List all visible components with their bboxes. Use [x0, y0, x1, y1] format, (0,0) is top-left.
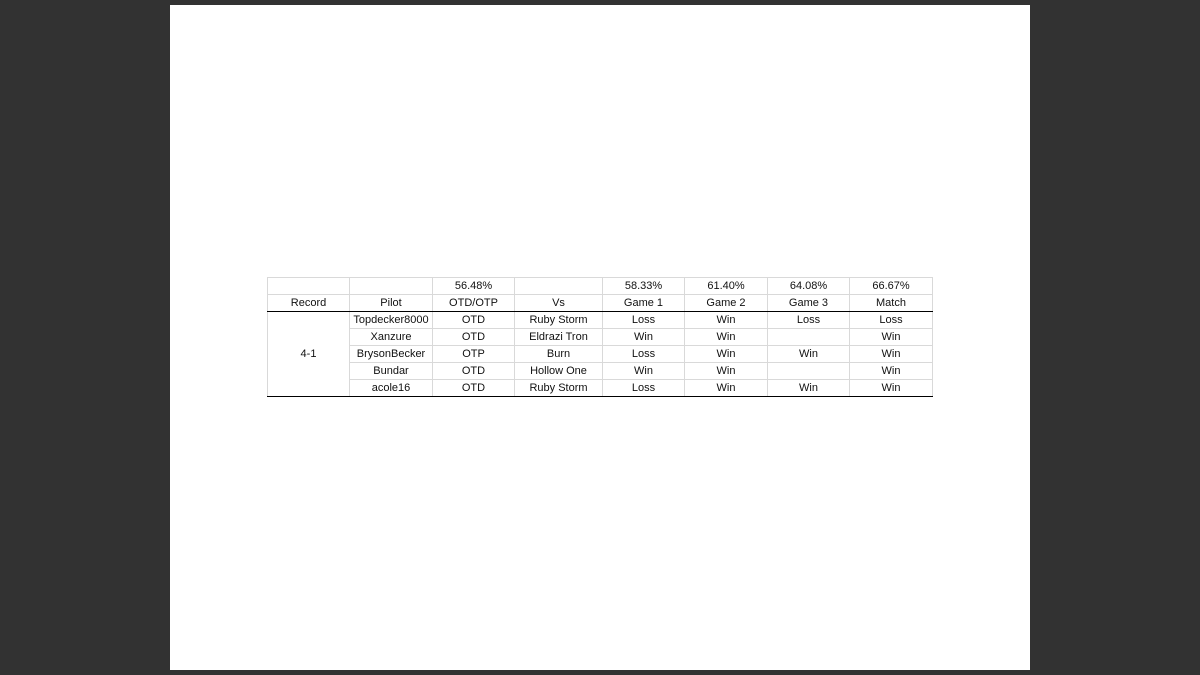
game1-cell: Loss: [603, 380, 685, 397]
game3-cell: Win: [768, 380, 850, 397]
game3-cell: [768, 363, 850, 380]
otd-otp-cell: OTD: [433, 312, 515, 329]
results-table: [267, 277, 933, 397]
percent-cell: [268, 278, 350, 295]
game2-cell: Win: [685, 329, 768, 346]
percent-cell-otd-otp: 56.48%: [433, 278, 515, 295]
game2-cell: Win: [685, 380, 768, 397]
pilot-cell: Bundar: [350, 363, 433, 380]
header-otd-otp: OTD/OTP: [433, 295, 515, 312]
percentage-row: [268, 278, 933, 295]
match-cell: Win: [850, 329, 933, 346]
header-pilot: Pilot: [350, 295, 433, 312]
header-match: Match: [850, 295, 933, 312]
table-row: [268, 346, 933, 363]
pilot-cell: acole16: [350, 380, 433, 397]
game1-cell: Loss: [603, 312, 685, 329]
percent-cell-game1: 58.33%: [603, 278, 685, 295]
record-value: 4-1: [268, 312, 350, 397]
header-record: Record: [268, 295, 350, 312]
game3-cell: Loss: [768, 312, 850, 329]
header-vs: Vs: [515, 295, 603, 312]
otd-otp-cell: OTD: [433, 363, 515, 380]
game2-cell: Win: [685, 312, 768, 329]
pilot-cell: BrysonBecker: [350, 346, 433, 363]
match-cell: Win: [850, 380, 933, 397]
match-cell: Loss: [850, 312, 933, 329]
game2-cell: Win: [685, 363, 768, 380]
pilot-cell: Xanzure: [350, 329, 433, 346]
game1-cell: Win: [603, 363, 685, 380]
game1-cell: Loss: [603, 346, 685, 363]
header-game1: Game 1: [603, 295, 685, 312]
table-row: [268, 380, 933, 397]
table-row: [268, 363, 933, 380]
header-game3: Game 3: [768, 295, 850, 312]
table-row: [268, 312, 933, 329]
percent-cell-game3: 64.08%: [768, 278, 850, 295]
header-row: [268, 295, 933, 312]
vs-cell: Ruby Storm: [515, 380, 603, 397]
pilot-cell: Topdecker8000: [350, 312, 433, 329]
table-row: [268, 329, 933, 346]
vs-cell: Burn: [515, 346, 603, 363]
game3-cell: [768, 329, 850, 346]
match-cell: Win: [850, 363, 933, 380]
match-cell: Win: [850, 346, 933, 363]
otd-otp-cell: OTD: [433, 380, 515, 397]
header-game2: Game 2: [685, 295, 768, 312]
game1-cell: Win: [603, 329, 685, 346]
game2-cell: Win: [685, 346, 768, 363]
percent-cell: [515, 278, 603, 295]
vs-cell: Eldrazi Tron: [515, 329, 603, 346]
vs-cell: Ruby Storm: [515, 312, 603, 329]
otd-otp-cell: OTP: [433, 346, 515, 363]
otd-otp-cell: OTD: [433, 329, 515, 346]
vs-cell: Hollow One: [515, 363, 603, 380]
percent-cell-match: 66.67%: [850, 278, 933, 295]
document-page: [170, 5, 1030, 670]
game3-cell: Win: [768, 346, 850, 363]
percent-cell: [350, 278, 433, 295]
percent-cell-game2: 61.40%: [685, 278, 768, 295]
